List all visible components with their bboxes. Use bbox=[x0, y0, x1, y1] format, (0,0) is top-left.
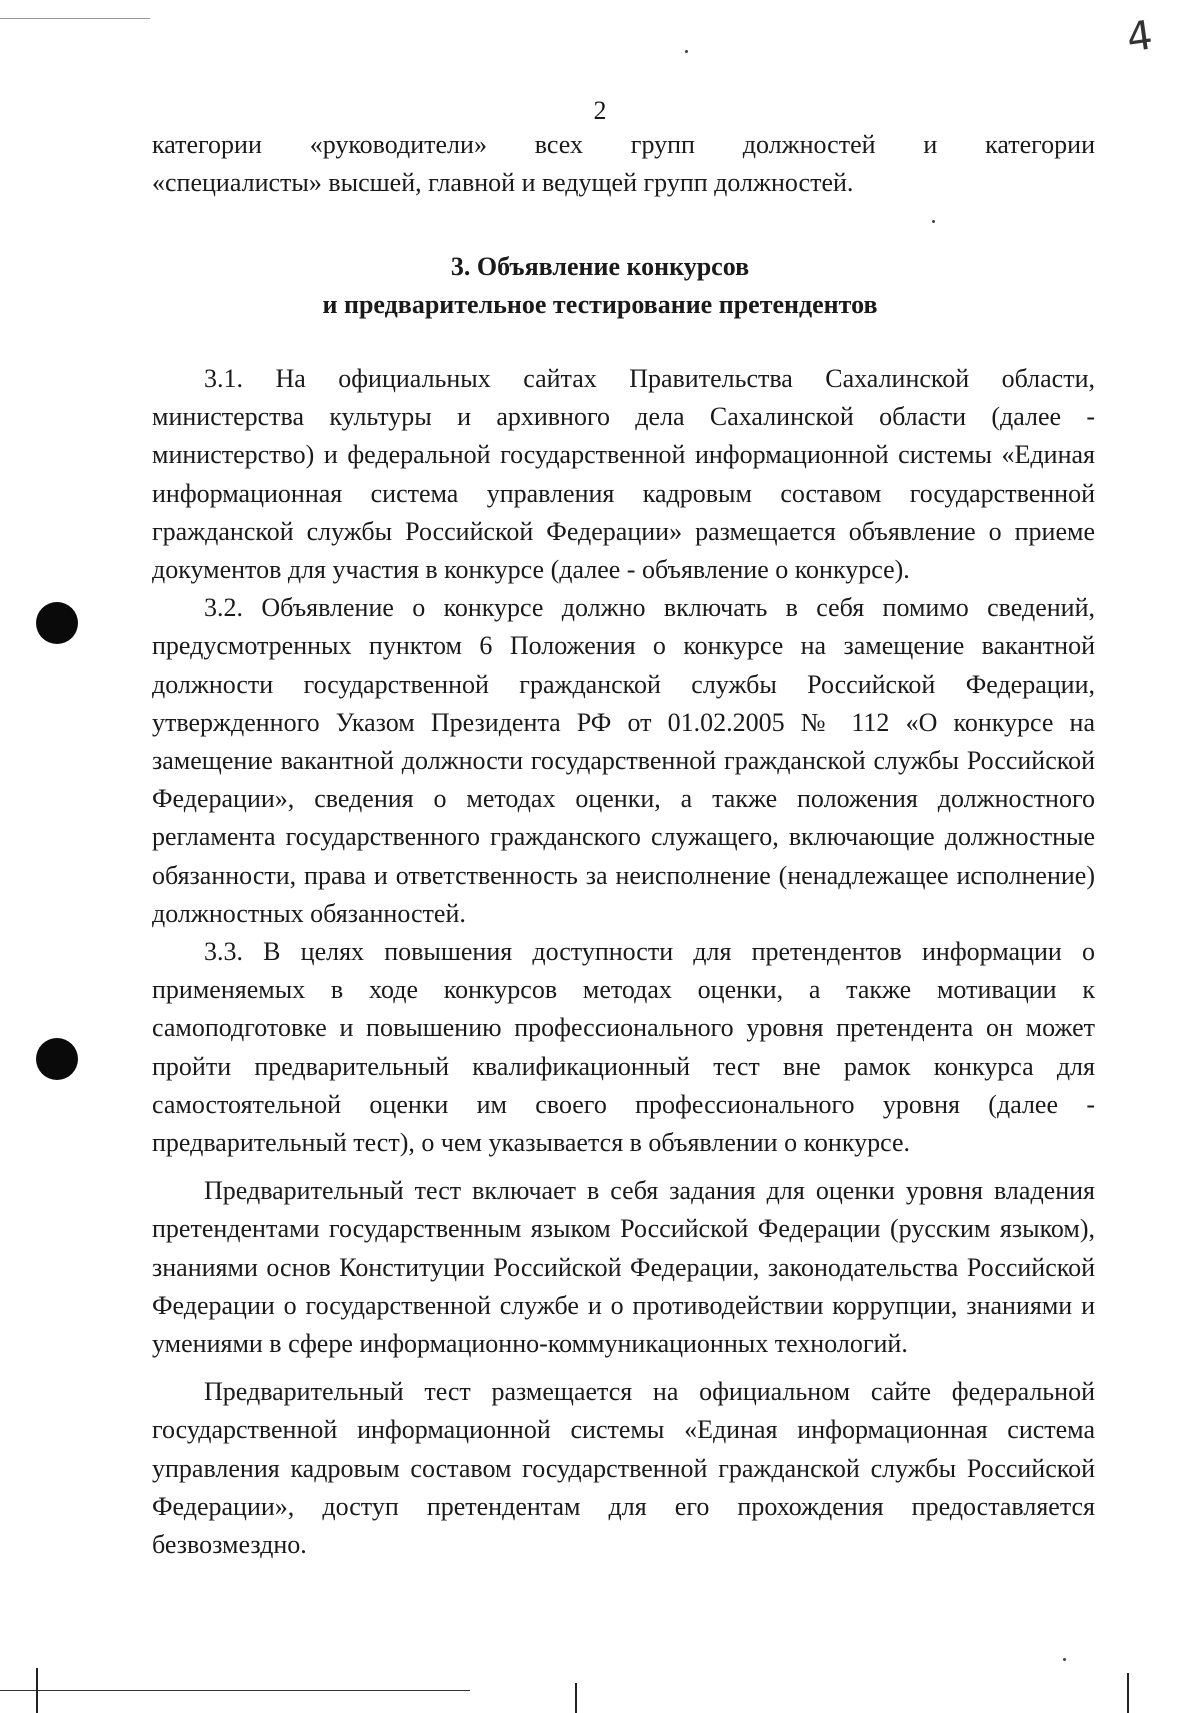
intro-line-2: «специалисты» высшей, главной и ведущей групп должностей. bbox=[152, 168, 854, 198]
paragraph-test-contents: Предварительный тест включает в себя задания для оценки уровня владения претендентами государственным языком Российской Федерации (русским языком), знаниями основ Конституции Российской Федерации, законодательства Российской Федерации о государственной службе и о противодействии коррупции, знаниями и умениями в сфере информационно-коммуникационных технологий. bbox=[152, 1176, 1095, 1359]
intro-line-1: категории «руководители» всех групп должностей и категории bbox=[152, 130, 1095, 159]
scan-edge-line bbox=[0, 1690, 470, 1691]
scan-edge-line bbox=[0, 18, 150, 19]
scan-edge-mark bbox=[36, 1668, 38, 1713]
binder-hole bbox=[36, 1038, 78, 1080]
paragraph-3-1: 3.1. На официальных сайтах Правительства Сахалинской области, министерства культуры и архивного дела Сахалинской области (далее - министерство) и федеральной государственной информационной системы «Единая информационная система управления кадровым составом государственной гражданской службы Российской Федерации» размещается объявление о приеме документов для участия в конкурсе (далее - объявление о конкурсе). bbox=[152, 364, 1095, 585]
paragraph-3-3: 3.3. В целях повышения доступности для претендентов информации о применяемых в ходе конкурсов методах оценки, а также мотивации к самоподготовке и повышению профессионального уровня претендента он может пройти предварительный квалификационный тест вне рамок конкурса для самостоятельной оценки им своего профессионального уровня (далее - предварительный тест), о чем указывается в объявлении о конкурсе. bbox=[152, 937, 1095, 1158]
scan-edge-mark bbox=[1127, 1673, 1129, 1713]
scan-speck bbox=[1063, 1658, 1066, 1661]
paragraph-3-2: 3.2. Объявление о конкурсе должно включать в себя помимо сведений, предусмотренных пунктом 6 Положения о конкурсе на замещение вакантной должности государственной гражданской службы Российской Федерации, утвержденного Указом Президента РФ от 01.02.2005 № 112 «О конкурсе на замещение вакантной должности государственной гражданской службы Российской Федерации», сведения о методах оценки, а также положения должностного регламента государственного гражданского служащего, включающие должностные обязанности, права и ответственность за неисполнение (ненадлежащее исполнение) должностных обязанностей. bbox=[152, 593, 1095, 928]
page-number: 2 bbox=[593, 96, 607, 125]
paragraph-gap bbox=[152, 1363, 1095, 1373]
binder-hole bbox=[36, 602, 78, 644]
intro-text bbox=[152, 126, 1095, 202]
scan-edge-mark bbox=[575, 1683, 577, 1713]
section-title-line-1: 3. Объявление конкурсов bbox=[450, 252, 750, 281]
section-title-line-2: и предварительное тестирование претендентов bbox=[322, 290, 878, 319]
body-text bbox=[152, 360, 1095, 1564]
handwritten-page-mark: 4 bbox=[1123, 12, 1156, 62]
section-heading bbox=[0, 248, 1200, 324]
scan-speck bbox=[685, 50, 688, 53]
paragraph-gap bbox=[152, 1162, 1095, 1172]
scan-speck bbox=[932, 220, 935, 223]
paragraph-test-placement: Предварительный тест размещается на официальном сайте федеральной государственной информационной системы «Единая информационная система управления кадровым составом государственной гражданской службы Российской Федерации», доступ претендентам для его прохождения предоставляется безвозмездно. bbox=[152, 1377, 1095, 1560]
